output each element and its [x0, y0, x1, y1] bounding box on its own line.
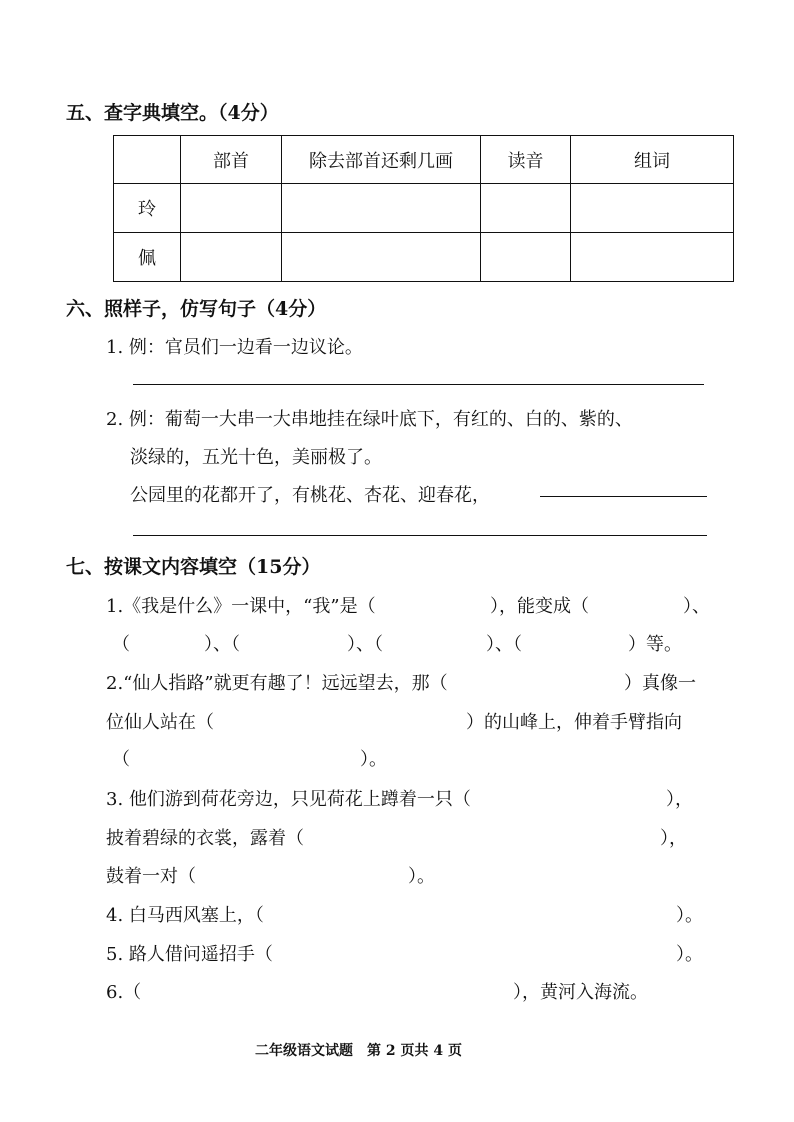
table-header-cell: 读音 [481, 136, 571, 184]
q1-part-a: 1.《我是什么》一课中，“我”是（ [106, 596, 376, 617]
section6-q2-line1: 2. 例：葡萄一大串一大串地挂在绿叶底下，有红的、白的、紫的、 [106, 409, 633, 430]
section5-title: 五、查字典填空。（4分） [66, 102, 279, 124]
q1-row2-part: ）、（ [486, 634, 522, 655]
q3-part-b: ）， [666, 789, 693, 810]
q1-row2-part: ）、（ [204, 634, 240, 655]
table-header-cell: 部首 [181, 136, 282, 184]
q3-part-d: ）， [660, 828, 687, 849]
q2-part-d: ）的山峰上，伸着手臂指向 [466, 712, 682, 733]
answer-cell[interactable] [571, 184, 734, 233]
answer-cell[interactable] [282, 233, 481, 282]
q1-row2-part: ）、（ [347, 634, 383, 655]
answer-line[interactable] [540, 496, 707, 497]
table-row-char: 玲 [114, 184, 181, 233]
q3-part-e: 鼓着一对（ [106, 866, 196, 887]
q5-part-b: ）。 [676, 944, 703, 965]
answer-cell[interactable] [571, 233, 734, 282]
q2-part-a: 2.“仙人指路”就更有趣了！远远望去，那（ [106, 673, 448, 694]
q6-part-b: ），黄河入海流。 [513, 982, 648, 1003]
q3-part-c: 披着碧绿的衣裳，露着（ [106, 828, 304, 849]
table-row-char: 佩 [114, 233, 181, 282]
answer-cell[interactable] [481, 233, 571, 282]
q3-part-a: 3. 他们游到荷花旁边，只见荷花上蹲着一只（ [106, 789, 471, 810]
answer-cell[interactable] [282, 184, 481, 233]
page-footer: 二年级语文试题 第 2 页共 4 页 [255, 1043, 462, 1059]
section6-title: 六、照样子，仿写句子（4分） [66, 298, 327, 320]
table-header-row [114, 136, 734, 184]
answer-line[interactable] [133, 535, 707, 536]
q1-row2-part: （ [112, 634, 130, 655]
table-row [114, 184, 734, 233]
table-row [114, 233, 734, 282]
table-header-cell: 除去部首还剩几画 [282, 136, 481, 184]
q3-part-f: ）。 [408, 866, 435, 887]
q2-part-c: 位仙人站在（ [106, 712, 214, 733]
dictionary-table [113, 135, 734, 282]
q6-part-a: 6.（ [106, 982, 142, 1003]
q2-part-f: ）。 [360, 749, 387, 770]
q2-part-b: ）真像一 [624, 673, 696, 694]
section7-title: 七、按课文内容填空（15分） [66, 556, 321, 578]
section6-q1: 1. 例：官员们一边看一边议论。 [106, 337, 363, 358]
answer-cell[interactable] [181, 233, 282, 282]
section6-q2-line3: 公园里的花都开了，有桃花、杏花、迎春花， [130, 485, 490, 506]
table-header-cell [114, 136, 181, 184]
q5-part-a: 5. 路人借问遥招手（ [106, 944, 273, 965]
q4-part-b: ）。 [676, 905, 703, 926]
table-header-cell: 组词 [571, 136, 734, 184]
answer-cell[interactable] [481, 184, 571, 233]
answer-line[interactable] [133, 384, 704, 385]
q2-part-e: （ [112, 749, 130, 770]
q1-row2-part: ）等。 [628, 634, 682, 655]
q4-part-a: 4. 白马西风塞上，（ [106, 905, 264, 926]
section6-q2-line2: 淡绿的，五光十色，美丽极了。 [130, 447, 382, 468]
answer-cell[interactable] [181, 184, 282, 233]
q1-part-c: ）、 [683, 596, 710, 617]
q1-part-b: ），能变成（ [490, 596, 589, 617]
